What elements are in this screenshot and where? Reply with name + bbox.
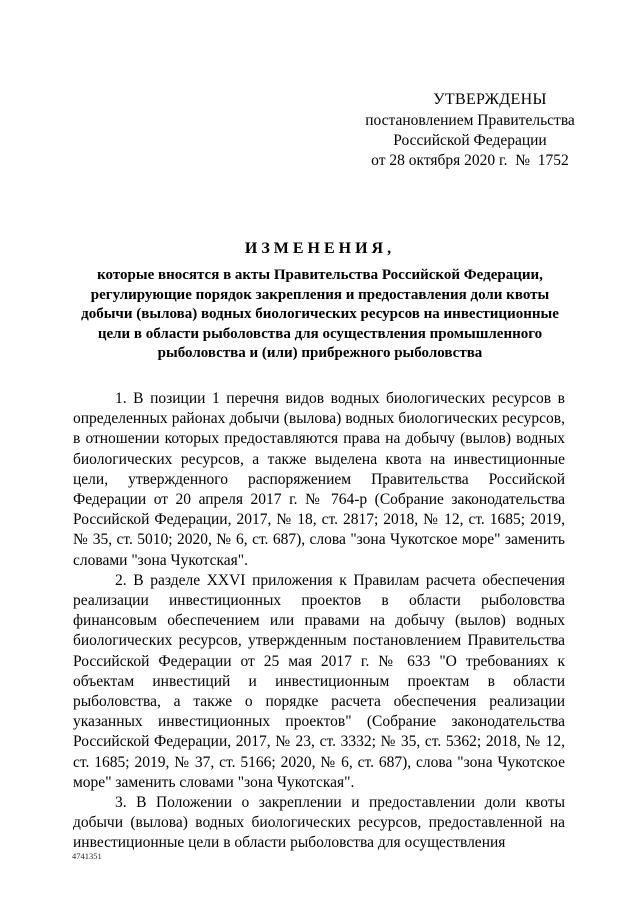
- document-code: 4741351: [72, 851, 102, 861]
- paragraph-3: 3. В Положении о закреплении и предоставлении доли квоты добычи (вылова) водных биологических ресурсов, предоставленной на инвестиционные цели в области рыболовства для осуществления: [73, 794, 565, 852]
- document-title: ИЗМЕНЕНИЯ,: [244, 240, 396, 257]
- paragraph-1: 1. В позиции 1 перечня видов водных биологических ресурсов в определенных районах добычи (вылова) водных биологических ресурсов, в отношении которых предоставляются права на добычу (вылов) водных биологических ресурсов, а также выделена квота на инвестиционные цели, утвержденного распоряжением Правительства Российской Федерации от 20 апреля 2017 г. № 764-р (Собрание законодательства Российской Федерации, 2017, № 18, ст. 2817; 2018, № 12, ст. 1685; 2019, № 35, ст. 5010; 2020, № 6, ст. 687), слова "зона Чукотское море" заменить словами "зона Чукотская".: [73, 390, 565, 569]
- approval-line-1: постановлением Правительства: [365, 112, 575, 129]
- approval-stamp: УТВЕРЖДЕНЫ: [433, 91, 547, 108]
- approval-line-2: Российской Федерации: [393, 132, 547, 149]
- document-subtitle: которые вносятся в акты Правительства Российской Федерации, регулирующие порядок закрепления и предоставления доли квоты добычи (вылова) водных биологических ресурсов на инвестиционные цели в области рыболовства для осуществления промышленного рыболовства и (или) прибрежного рыболовства: [81, 267, 559, 362]
- document-body: [73, 389, 565, 854]
- approval-line-3: от 28 октября 2020 г. № 1752: [371, 152, 569, 169]
- paragraph-2: 2. В разделе XXVI приложения к Правилам расчета обеспечения реализации инвестиционных проектов в области рыболовства финансовым обеспечением или правами на добычу (вылов) водных биологических ресурсов, утвержденным постановлением Правительства Российской Федерации от 25 мая 2017 г. № 633 "О требованиях к объектам инвестиций и инвестиционным проектам в области рыболовства, а также о порядке расчета обеспечения реализации указанных инвестиционных проектов" (Собрание законодательства Российской Федерации, 2017, № 23, ст. 3332; № 35, ст. 5362; 2018, № 12, ст. 1685; 2019, № 37, ст. 5166; 2020, № 6, ст. 687), слова "зона Чукотское море" заменить словами "зона Чукотская".: [73, 571, 565, 791]
- approval-block: [340, 90, 600, 171]
